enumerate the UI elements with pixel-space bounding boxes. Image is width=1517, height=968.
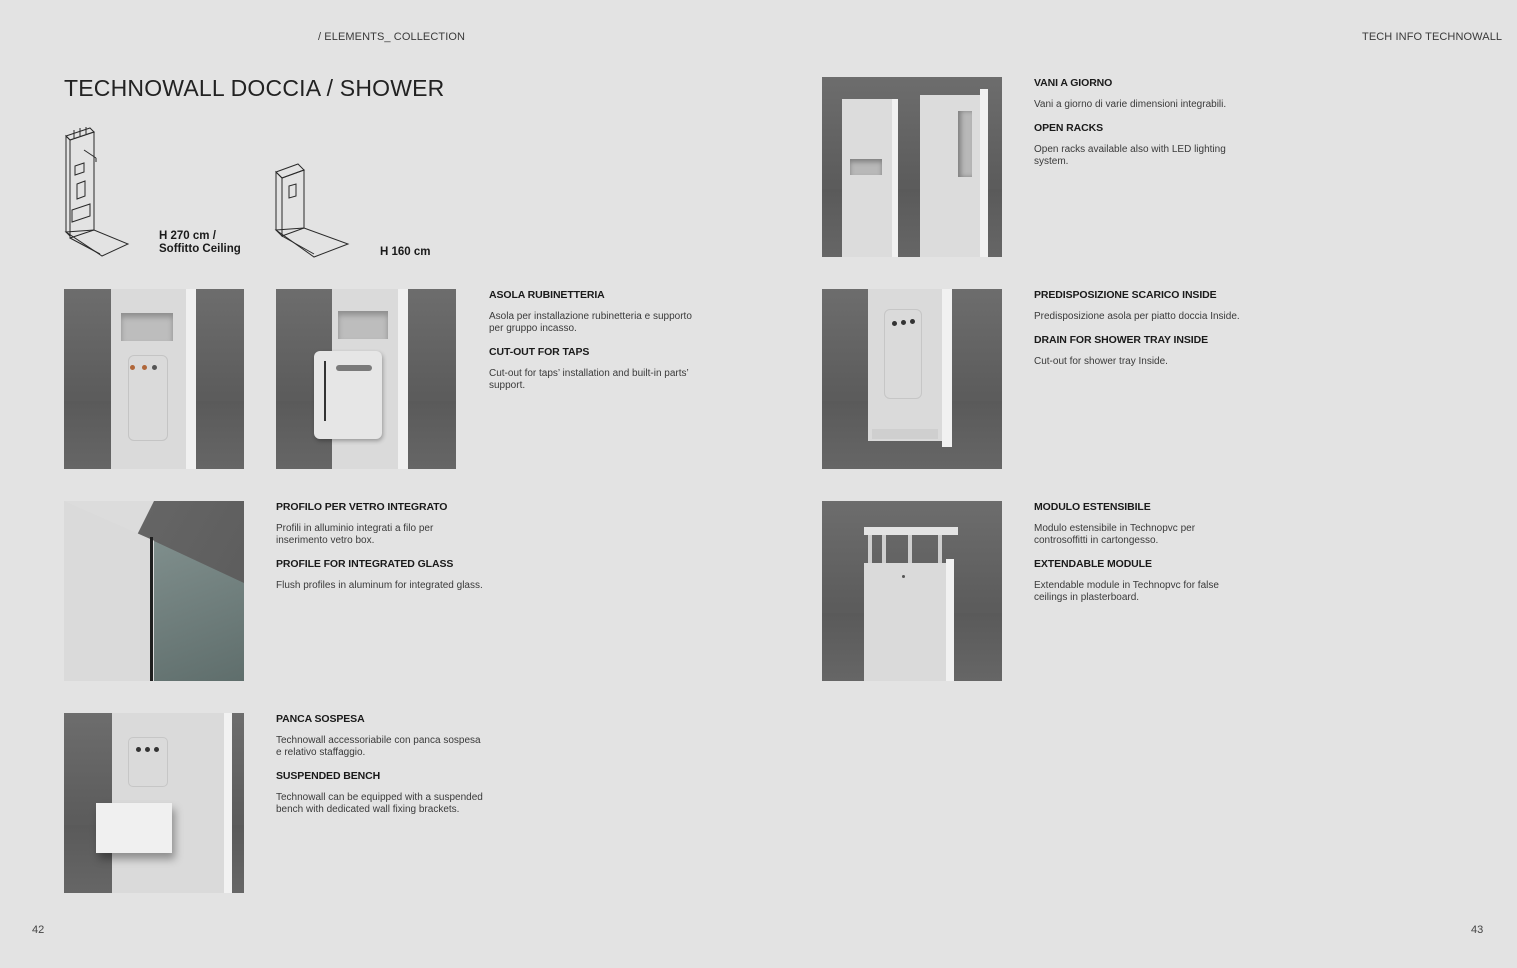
feature-heading: MODULO ESTENSIBILE: [1034, 501, 1151, 513]
photo-taps-installed: [276, 289, 456, 469]
feature-description: Asola per installazione rubinetteria e supporto per gruppo incasso.: [489, 311, 692, 334]
diagram-caption-160: H 160 cm: [380, 246, 431, 258]
technowall-160-diagram-icon: [272, 160, 352, 260]
feature-heading: CUT-OUT FOR TAPS: [489, 346, 590, 358]
feature-description: Open racks available also with LED lighting system.: [1034, 144, 1226, 167]
feature-description: Cut-out for taps’ installation and built-in parts’ support.: [489, 368, 689, 391]
feature-heading: DRAIN FOR SHOWER TRAY INSIDE: [1034, 334, 1208, 346]
photo-taps-front: [64, 289, 244, 469]
feature-description: Technowall accessoriabile con panca sospesa e relativo staffaggio.: [276, 735, 481, 758]
feature-description: Extendable module in Technopvc for false ceilings in plasterboard.: [1034, 580, 1219, 603]
page-number-right: 43: [1471, 924, 1484, 936]
feature-heading: PREDISPOSIZIONE SCARICO INSIDE: [1034, 289, 1217, 301]
feature-description: Flush profiles in aluminum for integrated glass.: [276, 580, 483, 591]
feature-heading: VANI A GIORNO: [1034, 77, 1113, 89]
feature-panca-sospesa: [276, 713, 486, 827]
photo-extendable-module: [822, 501, 1002, 681]
feature-vani-a-giorno: [1034, 77, 1244, 179]
page-number-left: 42: [32, 924, 45, 936]
feature-heading: OPEN RACKS: [1034, 122, 1104, 134]
photo-suspended-bench: [64, 713, 244, 893]
feature-heading: PROFILE FOR INTEGRATED GLASS: [276, 558, 454, 570]
section-breadcrumb: / ELEMENTS_ COLLECTION: [318, 31, 466, 43]
diagram-caption-ceiling: H 270 cm / Soffitto Ceiling: [159, 230, 241, 255]
feature-description: Profili in alluminio integrati a filo per inserimento vetro box.: [276, 523, 434, 546]
feature-description: Technowall can be equipped with a suspended bench with dedicated wall fixing brackets.: [276, 792, 483, 815]
feature-asola-rubinetteria: [489, 289, 699, 403]
feature-heading: ASOLA RUBINETTERIA: [489, 289, 605, 301]
feature-heading: PROFILO PER VETRO INTEGRATO: [276, 501, 448, 513]
feature-predisposizione-scarico: [1034, 289, 1244, 379]
page-title: TECHNOWALL DOCCIA / SHOWER: [64, 75, 445, 101]
feature-description: Predisposizione asola per piatto doccia Inside.: [1034, 311, 1240, 322]
feature-heading: SUSPENDED BENCH: [276, 770, 381, 782]
photo-drain-inside: [822, 289, 1002, 469]
feature-profilo-vetro: [276, 501, 486, 603]
photo-open-racks: [822, 77, 1002, 257]
feature-modulo-estensibile: [1034, 501, 1244, 615]
feature-description: Cut-out for shower tray Inside.: [1034, 356, 1168, 367]
feature-heading: PANCA SOSPESA: [276, 713, 365, 725]
technowall-ceiling-diagram-icon: [60, 126, 140, 261]
feature-description: Modulo estensibile in Technopvc per controsoffitti in cartongesso.: [1034, 523, 1196, 546]
feature-heading: EXTENDABLE MODULE: [1034, 558, 1152, 570]
feature-description: Vani a giorno di varie dimensioni integrabili.: [1034, 99, 1227, 110]
photo-glass-profile: [64, 501, 244, 681]
section-label-right: TECH INFO TECHNOWALL: [1362, 31, 1503, 43]
